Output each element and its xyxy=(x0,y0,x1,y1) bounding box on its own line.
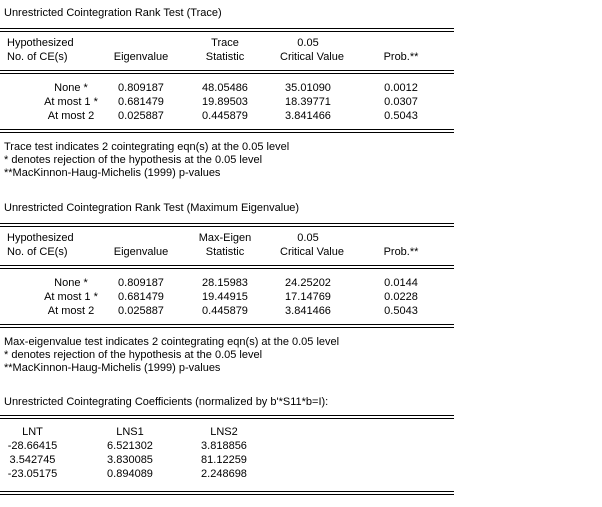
max-eigen-test-table-body xyxy=(0,269,454,324)
cell-lnt: -23.05175 xyxy=(7,468,58,480)
col-header-eigenvalue: Eigenvalue xyxy=(113,246,169,258)
cell-critical-value: 24.25202 xyxy=(285,277,331,289)
table-row xyxy=(0,304,454,318)
cell-lnt: 3.542745 xyxy=(9,454,56,466)
note-line: **MacKinnon-Haug-Michelis (1999) p-values xyxy=(4,362,221,374)
cell-statistic: 28.15983 xyxy=(202,277,248,289)
cell-lnt: -28.66415 xyxy=(7,440,58,452)
max-eigen-test-notes xyxy=(0,336,454,375)
note-line: * denotes rejection of the hypothesis at the 0.05 level xyxy=(4,154,263,166)
table-row xyxy=(0,290,454,304)
col-header-prob: Prob.** xyxy=(383,246,419,258)
cell-eigenvalue: 0.681479 xyxy=(118,96,164,108)
cell-lns2: 2.248698 xyxy=(201,468,247,480)
cell-eigenvalue: 0.681479 xyxy=(118,291,164,303)
cell-lns1: 0.894089 xyxy=(107,468,153,480)
col-header-hypothesized-line2: No. of CE(s) xyxy=(7,51,68,63)
cointegrating-coefficients-table-body xyxy=(0,419,454,491)
col-header-statistic-line2: Statistic xyxy=(205,51,245,63)
table-row xyxy=(0,453,454,467)
note-line: **MacKinnon-Haug-Michelis (1999) p-values xyxy=(4,167,221,179)
col-header-critical-line1: 0.05 xyxy=(297,232,319,244)
col-header-critical-line2: Critical Value xyxy=(280,51,344,63)
trace-test-table-header xyxy=(0,32,454,74)
cell-critical-value: 17.14769 xyxy=(285,291,331,303)
cell-statistic: 0.445879 xyxy=(202,305,248,317)
cell-critical-value: 18.39771 xyxy=(285,96,331,108)
cell-lns1: 6.521302 xyxy=(107,440,153,452)
cell-prob: 0.0307 xyxy=(384,96,418,108)
cell-lns2: 81.12259 xyxy=(201,454,247,466)
cell-prob: 0.0228 xyxy=(384,291,418,303)
cell-lns2: 3.818856 xyxy=(201,440,247,452)
table-row xyxy=(0,81,454,95)
cointegrating-coefficients-title: Unrestricted Cointegrating Coefficients (normalized by b'*S11*b=I): xyxy=(4,396,329,408)
cell-statistic: 48.05486 xyxy=(202,82,248,94)
table-row xyxy=(0,276,454,290)
cell-prob: 0.0012 xyxy=(384,82,418,94)
col-header-lns1: LNS1 xyxy=(116,426,144,438)
table-row xyxy=(0,109,454,123)
max-eigen-test-table-header xyxy=(0,227,454,269)
col-header-hypothesized-line1: Hypothesized xyxy=(7,37,74,49)
cell-hypothesis: At most 2 xyxy=(47,110,95,122)
trace-test-table xyxy=(0,28,454,133)
cell-eigenvalue: 0.809187 xyxy=(118,277,164,289)
cell-statistic: 19.44915 xyxy=(202,291,248,303)
cell-hypothesis: At most 1 * xyxy=(44,96,98,108)
col-header-statistic-line1: Trace xyxy=(211,37,239,49)
trace-test-table-body xyxy=(0,74,454,129)
note-line: Max-eigenvalue test indicates 2 cointegrating eqn(s) at the 0.05 level xyxy=(4,336,340,348)
cell-critical-value: 35.01090 xyxy=(285,82,331,94)
cell-statistic: 19.89503 xyxy=(202,96,248,108)
cointegrating-coefficients-table xyxy=(0,415,454,495)
cell-prob: 0.5043 xyxy=(384,110,418,122)
note-line: * denotes rejection of the hypothesis at the 0.05 level xyxy=(4,349,263,361)
cell-hypothesis: At most 2 xyxy=(47,305,95,317)
cell-eigenvalue: 0.025887 xyxy=(118,110,164,122)
cell-hypothesis: None * xyxy=(54,277,88,289)
trace-test-notes xyxy=(0,141,454,180)
col-header-lns2: LNS2 xyxy=(210,426,238,438)
col-header-critical-line1: 0.05 xyxy=(297,37,319,49)
table-row xyxy=(0,95,454,109)
cell-lns1: 3.830085 xyxy=(107,454,153,466)
col-header-critical-line2: Critical Value xyxy=(280,246,344,258)
cell-hypothesis: None * xyxy=(54,82,88,94)
note-line: Trace test indicates 2 cointegrating eqn(s) at the 0.05 level xyxy=(4,141,290,153)
cell-critical-value: 3.841466 xyxy=(285,110,331,122)
max-eigen-test-table xyxy=(0,223,454,328)
table-row xyxy=(0,467,454,481)
col-header-statistic-line2: Statistic xyxy=(205,246,245,258)
trace-test-title: Unrestricted Cointegration Rank Test (Trace) xyxy=(4,7,222,19)
table-row xyxy=(0,439,454,453)
col-header-lnt: LNT xyxy=(22,426,43,438)
col-header-eigenvalue: Eigenvalue xyxy=(113,51,169,63)
max-eigen-test-title: Unrestricted Cointegration Rank Test (Maximum Eigenvalue) xyxy=(4,202,300,214)
table-header-row xyxy=(0,425,454,439)
col-header-prob: Prob.** xyxy=(383,51,419,63)
cell-critical-value: 3.841466 xyxy=(285,305,331,317)
cell-hypothesis: At most 1 * xyxy=(44,291,98,303)
cell-eigenvalue: 0.025887 xyxy=(118,305,164,317)
col-header-hypothesized-line1: Hypothesized xyxy=(7,232,74,244)
cell-statistic: 0.445879 xyxy=(202,110,248,122)
cell-prob: 0.0144 xyxy=(384,277,418,289)
cell-prob: 0.5043 xyxy=(384,305,418,317)
col-header-statistic-line1: Max-Eigen xyxy=(198,232,252,244)
cell-eigenvalue: 0.809187 xyxy=(118,82,164,94)
col-header-hypothesized-line2: No. of CE(s) xyxy=(7,246,68,258)
